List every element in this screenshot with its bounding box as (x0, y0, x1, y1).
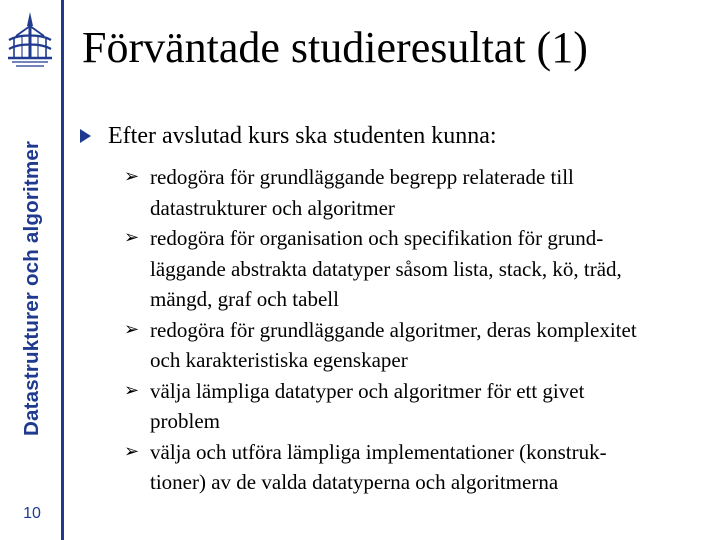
arrow-bullet-icon: ➢ (124, 318, 140, 340)
sub-bullet-text: välja och utföra lämpliga implementationer (konstruk- tioner) av de valda datatyperna och algoritmerna (150, 439, 607, 494)
vertical-divider (61, 0, 64, 540)
side-title: Datastrukturer och algoritmer (20, 140, 43, 436)
slide-title: Förväntade studieresultat (1) (82, 23, 588, 72)
sub-bullet-list (78, 162, 714, 498)
slide-content (78, 120, 714, 498)
sub-bullet (78, 437, 714, 498)
sub-bullet-text: redogöra för grundläggande algoritmer, deras komplexitet och karakteristiska egenskaper (150, 317, 637, 372)
sidebar (0, 0, 62, 540)
sub-bullet-text: redogöra för grundläggande begrepp relaterade till datastrukturer och algoritmer (150, 165, 574, 220)
sub-bullet (78, 162, 714, 223)
sub-bullet (78, 223, 714, 315)
arrow-bullet-icon: ➢ (124, 379, 140, 401)
sub-bullet (78, 376, 714, 437)
university-bridge-logo-icon (4, 10, 56, 74)
sub-bullet-text: välja lämpliga datatyper och algoritmer för ett givet problem (150, 378, 585, 433)
triangle-bullet-icon (80, 129, 91, 143)
page-number: 10 (23, 505, 41, 522)
arrow-bullet-icon: ➢ (124, 440, 140, 462)
main-bullet (78, 120, 714, 152)
sub-bullet (78, 315, 714, 376)
main-bullet-text: Efter avslutad kurs ska studenten kunna: (108, 123, 497, 149)
arrow-bullet-icon: ➢ (124, 227, 140, 248)
sub-bullet-text: redogöra för organisation och specifikation för grund- läggande abstrakta datatyper såsom lista, stack, kö, träd, mängd, graf och tabell (150, 226, 622, 311)
arrow-bullet-icon: ➢ (124, 166, 140, 187)
